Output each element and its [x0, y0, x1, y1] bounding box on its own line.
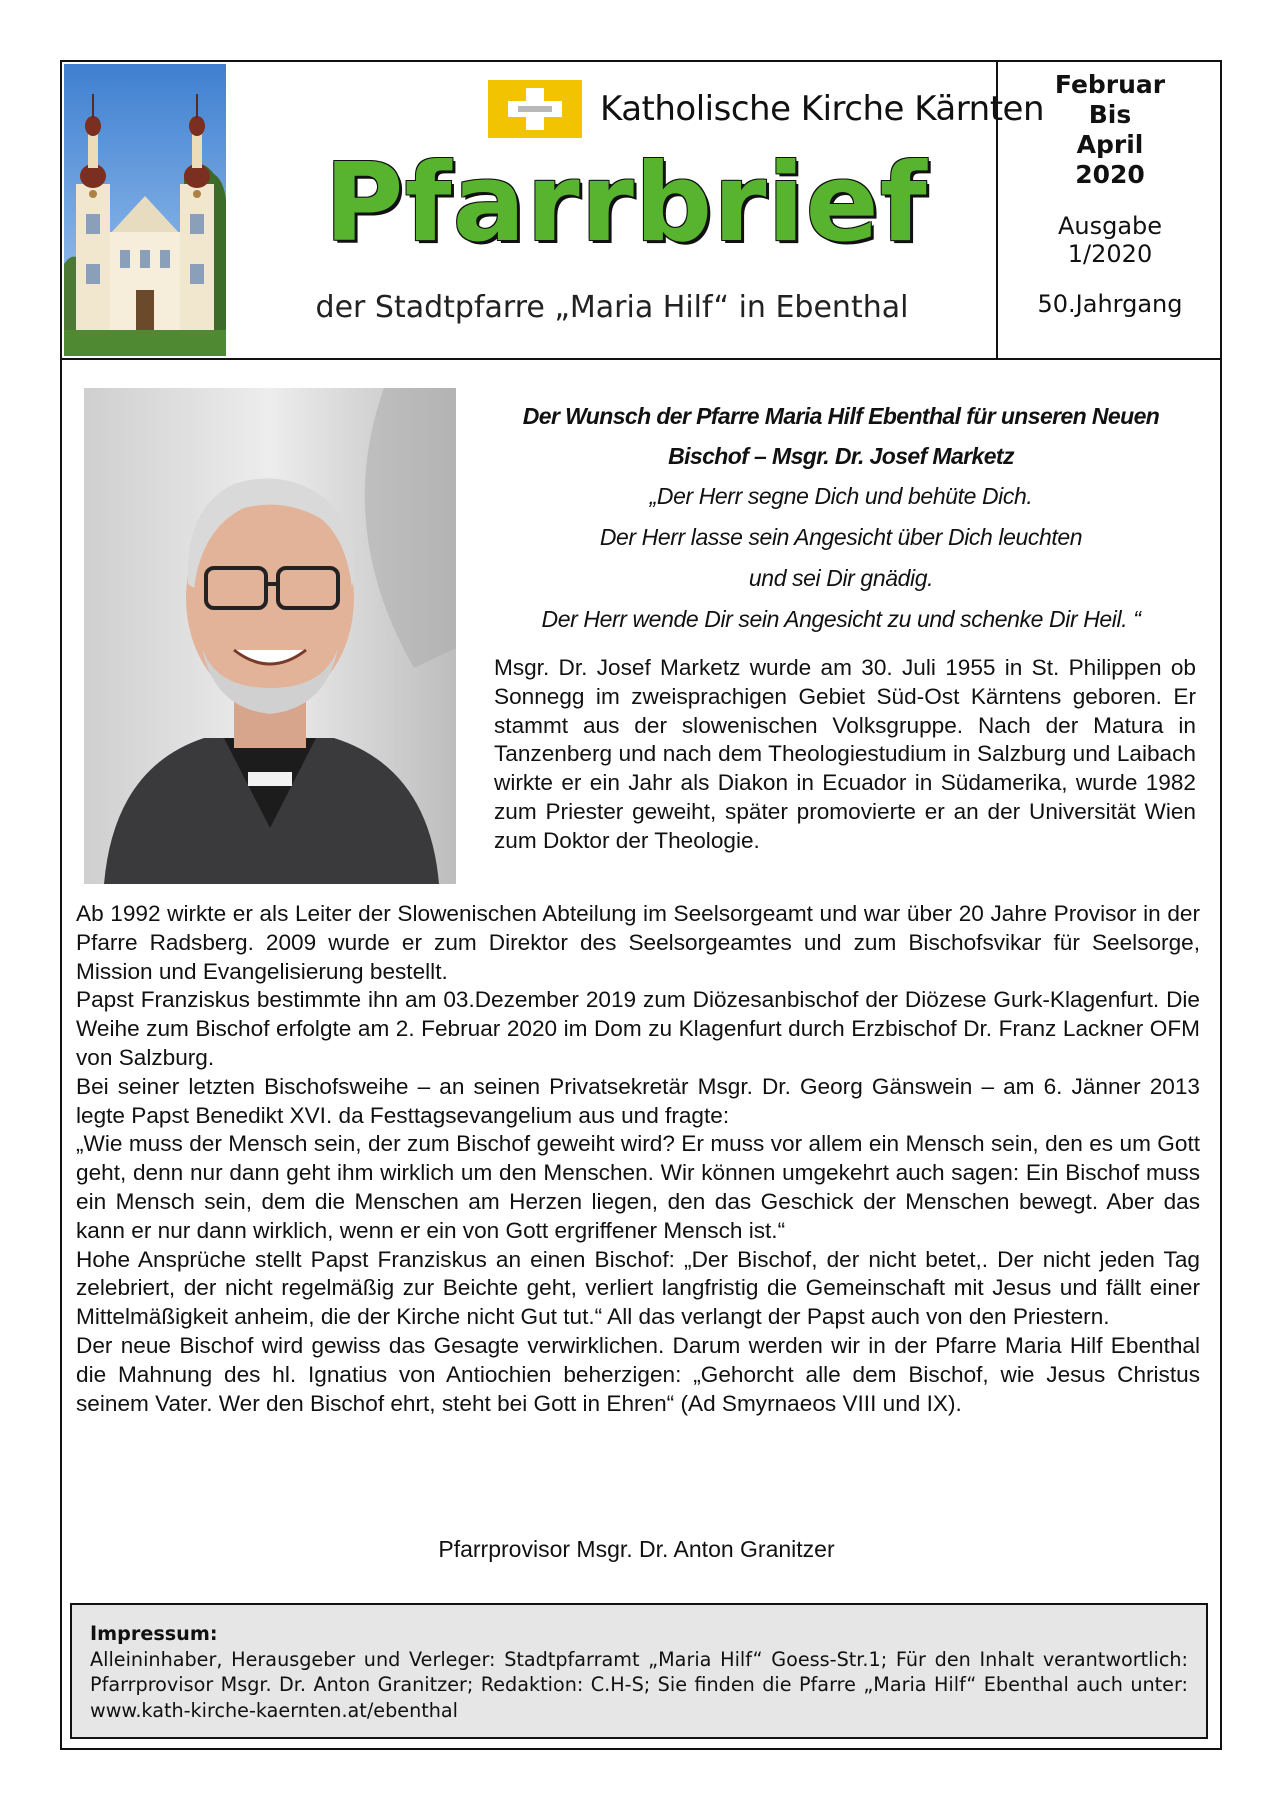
blessing-line: und sei Dir gnädig. [748, 565, 934, 591]
signature: Pfarrprovisor Msgr. Dr. Anton Granitzer [438, 1536, 835, 1562]
intro-heading-line: Der Wunsch der Pfarre Maria Hilf Ebenthal für unseren Neuen [522, 403, 1160, 429]
impressum-text: Alleininhaber, Herausgeber und Verleger: Stadtpfarramt „Maria Hilf“ Goess-Str.1; Für den Inhalt verantwortlich: Pfarrprovisor Msgr. Dr. Anton Granitzer; Redaktion: C.H-S; Sie finden die Pfarre „Maria Hilf“ Ebenthal auch unter: www.kath-kirche-kaernten.at/ebenthal [90, 1647, 1188, 1722]
edition-volume: 50.Jahrgang [1037, 290, 1183, 318]
article-paragraph: Papst Franziskus bestimmte ihn am 03.Dezember 2019 zum Diözesanbischof der Diözese Gurk-Klagenfurt. Die Weihe zum Bischof erfolgte am 2. Februar 2020 im Dom zu Klagenfurt durch Erzbischof Dr. Franz Lackner OFM von Salzburg. [76, 987, 1200, 1070]
impressum-label: Impressum: [90, 1622, 218, 1645]
intro-section [486, 396, 1196, 856]
newsletter-title: Pfarrbrief [324, 141, 928, 266]
edition-box [996, 60, 1222, 360]
newsletter-subtitle: der Stadtpfarre „Maria Hilf“ in Ebenthal [315, 290, 909, 325]
article-body [76, 900, 1200, 1418]
blessing-line: Der Herr lasse sein Angesicht über Dich leuchten [599, 524, 1083, 550]
issue-number: 1/2020 [1067, 240, 1153, 268]
article-paragraph: Hohe Ansprüche stellt Papst Franziskus an einen Bischof: „Der Bischof, der nicht betet,. Der nicht jeden Tag zelebriert, der nicht regelmäßig zur Beichte geht, verliert langfristig die Gemeinschaft mit Jesus und fällt einer Mittelmäßigkeit anheim, die der Kirche nicht Gut tut.“ All das verlangt der Papst auch von den Priestern. [76, 1246, 1200, 1330]
issue-label: Ausgabe [1057, 212, 1163, 240]
blessing-line: „Der Herr segne Dich und behüte Dich. [649, 483, 1033, 509]
edition-issue [998, 212, 1222, 268]
bishop-portrait-photo [84, 388, 456, 884]
intro-heading-line: Bischof – Msgr. Dr. Josef Marketz [668, 443, 1014, 469]
article-paragraph: „Wie muss der Mensch sein, der zum Bischof geweiht wird? Er muss vor allem ein Mensch sein, den es um Gott geht, denn nur dann geht ihm wirklich um den Menschen. Wir können umgekehrt auch sagen: Ein Bischof muss ein Mensch sein, dem die Menschen am Herzen liegen, den das Geschick der Menschen bewegt. Aber das kann er nur dann wirklich, wenn er ein von Gott ergriffener Mensch ist.“ [76, 1131, 1200, 1243]
edition-dates [998, 70, 1222, 190]
intro-heading [486, 396, 1196, 476]
cross-logo-icon [488, 80, 582, 138]
bishop-bio: Msgr. Dr. Josef Marketz wurde am 30. Juli 1955 in St. Philippen ob Sonnegg im zweisprachigen Gebiet Süd-Ost Kärntens geboren. Er stammt aus der slowenischen Volksgruppe. Nach der Matura in Tanzenberg und nach dem Theologiestudium in Salzburg und Laibach wirkte er ein Jahr als Diakon in Ecuador in Südamerika, wurde 1982 zum Priester geweiht, später promovierte er an der Universität Wien zum Doktor der Theologie. [494, 655, 1196, 853]
article-paragraph: Der neue Bischof wird gewiss das Gesagte verwirklichen. Darum werden wir in der Pfarre Maria Hilf Ebenthal die Mahnung des hl. Ignatius von Antiochien beherzigen: „Gehorcht alle dem Bischof, wie Jesus Christus seinem Vater. Wer den Bischof ehrt, steht bei Gott in Ehren“ (Ad Smyrnaeos VIII und IX). [76, 1332, 1200, 1416]
impressum-box [70, 1603, 1208, 1739]
church-photo [64, 64, 226, 356]
edition-year-number: 2020 [1075, 160, 1145, 189]
blessing-quote [486, 476, 1196, 640]
article-paragraph: Ab 1992 wirkte er als Leiter der Slowenischen Abteilung im Seelsorgeamt und war über 20 Jahre Provisor in der Pfarre Radsberg. 2009 wurde er zum Direktor des Seelsorgeamtes und zum Bischofsvikar für Seelsorge, Mission und Evangelisierung bestellt. [76, 901, 1200, 984]
edition-month-start: Februar [1054, 70, 1166, 99]
article-paragraph: Bei seiner letzten Bischofsweihe – an seinen Privatsekretär Msgr. Dr. Georg Gänswein – am 6. Jänner 2013 legte Papst Benedikt XVI. da Festtagsevangelium aus und fragte: [76, 1073, 1200, 1128]
blessing-line: Der Herr wende Dir sein Angesicht zu und schenke Dir Heil. “ [541, 606, 1141, 632]
brand [488, 80, 1044, 138]
edition-to: Bis [1088, 100, 1132, 129]
brand-name: Katholische Kirche Kärnten [600, 89, 1044, 129]
edition-month-end: April [1076, 130, 1144, 159]
